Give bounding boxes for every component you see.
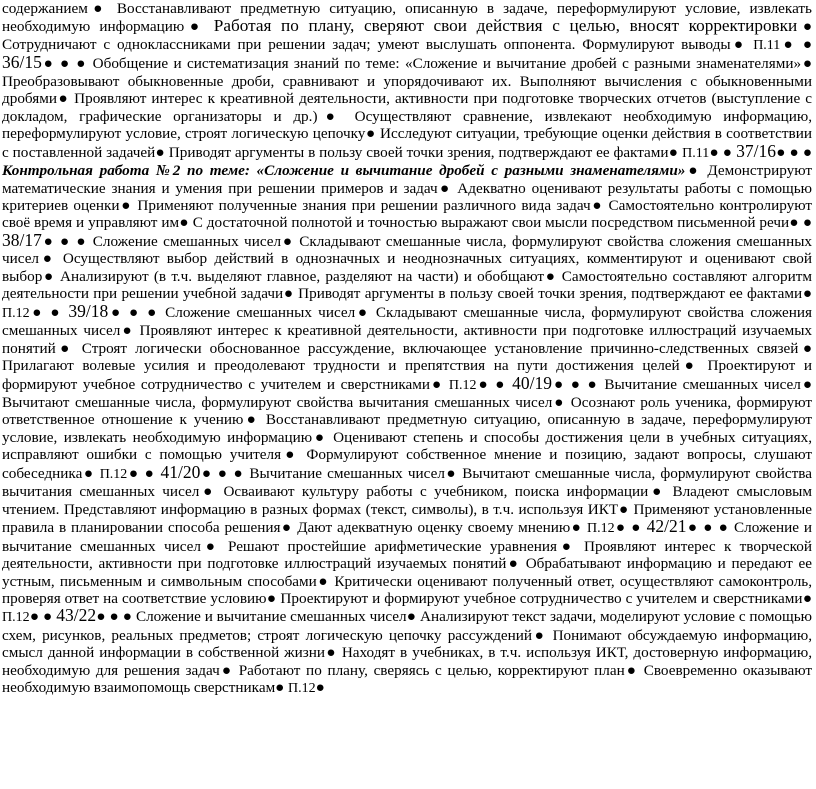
emphasized-text: Работая по плану, сверяют свои действия с целью, вносят корректировки — [213, 16, 798, 36]
text-segment: ● ● — [29, 608, 57, 626]
text-segment: ● ● — [476, 375, 513, 393]
lesson-number: 43/22 — [56, 605, 97, 626]
text-segment: ● Демонстрируют математические знания и умения при решении примеров и задач● Адекватно оценивают результаты работы с помощью критериев оценки● Применяют полученные знания при решении различного вида задач● Самостоятельно контролируют своё время и управляют им● С достаточной полнотой и точностью выражают свои мысли посредством письменной речи● ● — [2, 162, 812, 232]
text-segment: содержанием● Восстанавливают предметную ситуацию, описанную в задаче, переформулируют условие, извлекать необходимую информацию● — [2, 0, 812, 36]
paragraph-reference: П.12 — [2, 305, 30, 321]
lesson-number: 39/18 — [68, 300, 109, 321]
text-segment: ● ● ● Вычитание смешанных чисел● Вычитают смешанные числа, формулируют свойства вычитания смешанных чисел● Осваивают культуру работы с учебником, поиска информации● Владеют смысловым чтением. Представляют информацию в разных формах (текст, символы), в т.ч. используя ИКТ● Применяют установленные правила в планировании способа решения● Дают адекватную оценку своему мнению● — [2, 464, 812, 537]
text-segment: ● Сотрудничают с одноклассниками при решении задач; умеют выслушать оппонента. Формулируют выводы● — [2, 18, 812, 53]
paragraph-reference: П.12 — [287, 681, 316, 697]
paragraph-reference: П.11 — [753, 37, 781, 53]
text-segment: ● ● — [709, 143, 737, 161]
text-segment: ● ● — [780, 35, 812, 53]
lesson-number: 40/19 — [512, 372, 552, 393]
lesson-number: 42/21 — [646, 516, 687, 537]
text-segment: ● ● ● Сложение смешанных чисел● Складывают смешанные числа, формулируют свойства сложения смешанных чисел● Осуществляют выбор действий в однозначных и неоднозначных ситуациях, комментируют и оценивают свой выбор● Анализируют (в т.ч. выделяют главное, разделяют на части) и обобщают● Самостоятельно составляют алгоритм деятельности при решении учебной задачи● Приводят аргументы в пользу своей точки зрения, подтверждают ее фактами● — [2, 232, 812, 303]
paragraph-reference: П.12 — [586, 521, 615, 537]
text-segment: ● ● ● — [775, 143, 812, 161]
lesson-number: 38/17 — [2, 229, 42, 250]
paragraph-reference: П.11 — [682, 145, 710, 161]
lesson-number: 41/20 — [160, 461, 201, 482]
text-segment: ● ● ● Сложение и вычитание смешанных чисел● Решают простейшие арифметические уравнения● Проявляют интерес к творческой деятельности, активности при подготовке иллюстраций изучаемых понятий● Обрабатывают информацию и передают ее устным, письменным и символьным способами● Критически оценивают полученный ответ, осуществляют самоконтроль, проверяя ответ на соответствие условию● Проектируют и формируют учебное сотрудничество с учителем и сверстниками● — [2, 519, 812, 607]
lesson-number: 37/16 — [736, 140, 776, 161]
paragraph-reference: П.12 — [448, 377, 477, 393]
text-segment: ● ● — [29, 303, 69, 321]
lesson-number: 36/15 — [2, 52, 42, 73]
test-title: Контрольная работа №2 по теме: «Сложение и вычитание дробей с разными знаменателями» — [2, 162, 686, 180]
text-segment: ● ● ● Сложение смешанных чисел● Складывают смешанные числа, формулируют свойства сложения смешанных чисел● Проявляют интерес к креативной деятельности, активности при подготовке иллюстраций изучаемых понятий● Строят логически обоснованное рассуждение, включающее установление причинно-следственных связей● Прилагают волевые усилия и преодолевают трудности и препятствия на пути достижения целей● Проектируют и формируют учебное сотрудничество с учителем и сверстниками● — [2, 303, 812, 393]
paragraph-reference: П.12 — [2, 610, 30, 626]
text-segment: ● ● ● Обобщение и систематизация знаний по теме: «Сложение и вычитание дробей с разными знаменателями»● Преобразовывают обыкновенные дроби, сравнивают и упорядочивают их. Выполняют вычисления с обыкновенными дробями● Проявляют интерес к креативной деятельности, активности при подготовке творческих отчетов (выступление с докладом, графические организаторы и др.)● Осуществляют сравнение, извлекают необходимую информацию, переформулируют условие, строят логическую цепочку● Исследуют ситуации, требующие оценки действия в соответствии с поставленной задачей● Приводят аргументы в пользу своей точки зрения, подтверждают ее фактами● — [2, 55, 812, 161]
text-segment: ● ● ● Вычитание смешанных чисел● Вычитают смешанные числа, формулируют свойства вычитания смешанных чисел● Осознают роль ученика, формируют ответственное отношение к учению● Восстанавливают предметную ситуацию, описанную в задаче, переформулируют условие, извлекать необходимую информацию● Оценивают степень и способы достижения цели в учебных ситуациях, исправляют ошибки с помощью учителя● Формулируют собственное мнение и позицию, задают вопросы, слушают собеседника● — [2, 375, 813, 482]
text-segment: ● ● — [614, 519, 647, 537]
document-text — [2, 0, 812, 698]
text-segment: ● ● ● Сложение и вычитание смешанных чисел● Анализируют текст задачи, моделируют условие с помощью схем, рисунков, реальных предметов; строят логическую цепочку рассуждений● Понимают обсуждаемую информацию, смысл данной информации в собственной жизни● Находят в учебниках, в т.ч. используя ИКТ, достоверную информацию, необходимую для решения задач● Работают по плану, сверяясь с целью, корректируют план● Своевременно оказывают необходимую взаимопомощь сверстникам● — [2, 608, 812, 697]
text-segment: ● — [315, 679, 325, 697]
paragraph-reference: П.12 — [99, 466, 128, 482]
text-segment: ● ● — [127, 464, 161, 482]
